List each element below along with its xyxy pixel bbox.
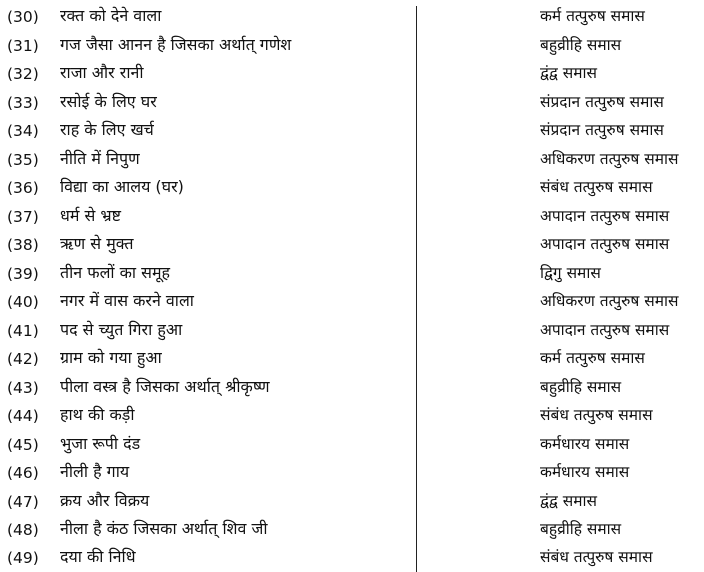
table-row [0,488,704,516]
row-number: (49) [7,549,39,567]
row-number: (38) [7,236,39,254]
row-number: (43) [7,378,39,397]
row-number: (41) [7,321,39,340]
samas-type: द्विगु समास [540,263,601,282]
phrase-text: राह के लिए खर्च [60,120,154,139]
row-number: (35) [7,150,39,169]
phrase-text: गज जैसा आनन है जिसका अर्थात् गणेश [60,34,292,54]
samas-type: बहुव्रीहि समास [540,35,622,54]
row-number: (32) [7,65,39,83]
samas-type: संप्रदान तत्पुरुष समास [540,121,664,139]
phrase-text: रसोई के लिए घर [60,91,157,111]
table-row [0,146,704,174]
samas-type: कर्म तत्पुरुष समास [540,349,645,367]
row-number: (39) [7,264,39,283]
phrase-text: तीन फलों का समूह [60,262,171,282]
phrase-text: नगर में वास करने वाला [60,291,194,310]
row-number: (34) [7,122,39,140]
phrase-text: नीली है गाय [60,462,130,481]
samas-type: कर्म तत्पुरुष समास [540,7,645,25]
phrase-text: नीति में निपुण [60,148,140,168]
phrase-text: रक्त को देने वाला [60,6,162,25]
row-number: (47) [7,492,39,511]
row-number: (48) [7,521,39,539]
row-number: (40) [7,293,39,311]
table-row [0,288,704,316]
row-number: (42) [7,350,39,368]
samas-type: द्वंद्व समास [540,491,597,510]
table-row [0,374,704,402]
table-row [0,117,704,145]
table-row [0,32,704,60]
phrase-text: विद्या का आलय (घर) [60,177,184,196]
row-number: (31) [7,36,39,55]
table-row [0,174,704,202]
samas-type: कर्मधारय समास [540,463,630,481]
row-number: (37) [7,207,39,226]
table-row [0,431,704,459]
samas-type: बहुव्रीहि समास [540,520,622,538]
table-row [0,317,704,345]
phrase-text: क्रय और विक्रय [60,490,150,510]
samas-type: अपादान तत्पुरुष समास [540,206,670,225]
phrase-text: दया की निधि [60,547,136,566]
samas-type: अपादान तत्पुरुष समास [540,320,670,339]
row-number: (46) [7,464,39,482]
samas-type: संबंध तत्पुरुष समास [540,548,653,566]
samas-type: अपादान तत्पुरुष समास [540,235,670,253]
table-row [0,231,704,259]
samas-type: संबंध तत्पुरुष समास [540,178,653,196]
row-number: (30) [7,8,39,26]
phrase-text: ग्राम को गया हुआ [60,348,162,367]
samas-type: अधिकरण तत्पुरुष समास [540,292,679,310]
phrase-text: पद से च्युत गिरा हुआ [60,319,183,339]
samas-type: कर्मधारय समास [540,434,630,453]
phrase-text: धर्म से भ्रष्ट [60,205,121,225]
samas-type: अधिकरण तत्पुरुष समास [540,149,679,168]
table-row [0,60,704,88]
table-row [0,544,704,572]
phrase-text: हाथ की कड़ी [60,405,135,424]
table-row [0,345,704,373]
table-row [0,260,704,288]
table-row [0,89,704,117]
table-row [0,516,704,544]
phrase-text: पीला वस्त्र है जिसका अर्थात् श्रीकृष्ण [60,376,270,396]
phrase-text: भुजा रूपी दंड [60,433,141,453]
table-row [0,459,704,487]
phrase-text: राजा और रानी [60,63,144,82]
row-number: (33) [7,93,39,112]
table-row [0,203,704,231]
table-row [0,402,704,430]
samas-type: संबंध तत्पुरुष समास [540,406,653,424]
samas-type: द्वंद्व समास [540,64,597,82]
phrase-text: नीला है कंठ जिसका अर्थात् शिव जी [60,519,268,538]
row-number: (44) [7,407,39,425]
samas-type: संप्रदान तत्पुरुष समास [540,92,664,111]
phrase-text: ऋण से मुक्त [60,234,134,253]
row-number: (36) [7,179,39,197]
table-row [0,3,704,31]
samas-type: बहुव्रीहि समास [540,377,622,396]
row-number: (45) [7,435,39,454]
